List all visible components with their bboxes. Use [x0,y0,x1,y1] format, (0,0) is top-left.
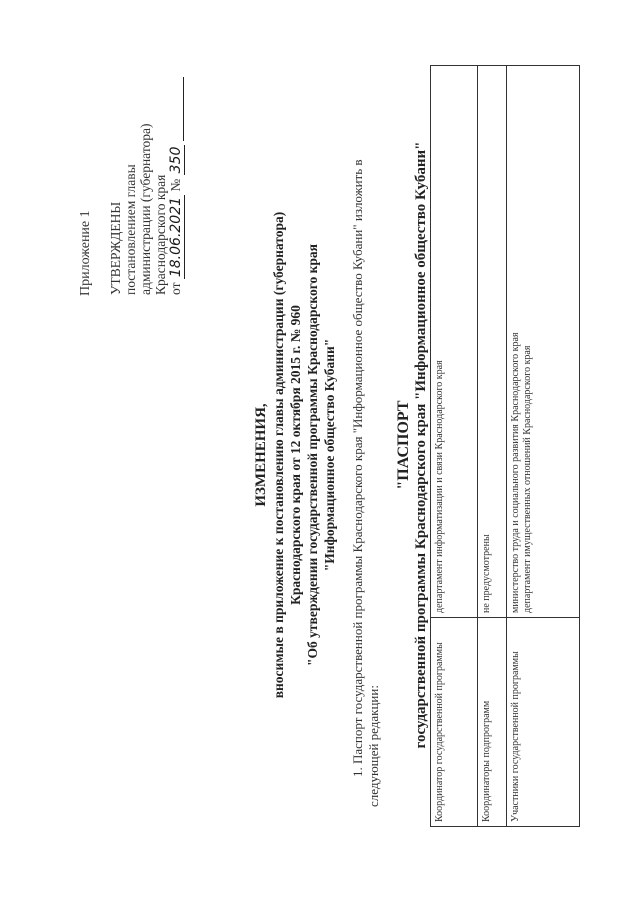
table-row [507,66,580,827]
changes-heading [252,175,338,735]
row-label: Координаторы подпрограмм [478,618,507,827]
row-value: не предусмотрены [478,66,507,618]
row-label: Участники государственной программы [507,618,580,827]
passport-title: "ПАСПОРТ [395,400,412,490]
paragraph-1 [350,159,382,805]
passport-table [430,65,580,827]
approved-word: УТВЕРЖДЕНЫ [108,201,123,295]
table-row [478,66,507,827]
paragraph-1-line-2: следующей редакции: [366,685,381,807]
heading-line-4: "Информационное общество Кубани" [322,338,337,572]
row-value-line-2: департамент имущественных отношений Краснодарского края [522,345,533,613]
paragraph-1-line-1: 1. Паспорт государственной программы Краснодарского края "Информационное общество Кубани" изложить в [350,159,365,777]
appendix-label: Приложение 1 [78,210,93,296]
number-sign: № [168,178,183,192]
row-value-line-1: министерство труда и социального развития Краснодарского края [510,332,521,613]
approval-date-line [168,77,183,295]
approval-date: 18.06.2021 [168,196,184,278]
passport-subtitle: государственной программы Краснодарского края "Информационное общество Кубани" [413,141,429,749]
table-row [431,66,478,827]
heading-line-1: вносимые в приложение к постановлению главы администрации (губернатора) [271,211,286,699]
approval-line-2: администрации (губернатора) [138,123,153,295]
approval-line-3: Краснодарского края [153,174,168,295]
heading-title: ИЗМЕНЕНИЯ, [253,403,269,507]
approval-line-1: постановлением главы [123,164,138,295]
row-value [507,66,580,618]
approval-block [108,77,184,295]
row-label: Координатор государственной программы [431,618,478,827]
approval-number: 350 [168,146,184,174]
date-prefix: от [168,282,183,295]
row-value: департамент информатизации и связи Краснодарского края [431,66,478,618]
heading-line-2: Краснодарского края от 12 октября 2015 г. № 960 [288,305,303,605]
heading-line-3: "Об утверждении государственной программы Краснодарского края [305,244,320,666]
